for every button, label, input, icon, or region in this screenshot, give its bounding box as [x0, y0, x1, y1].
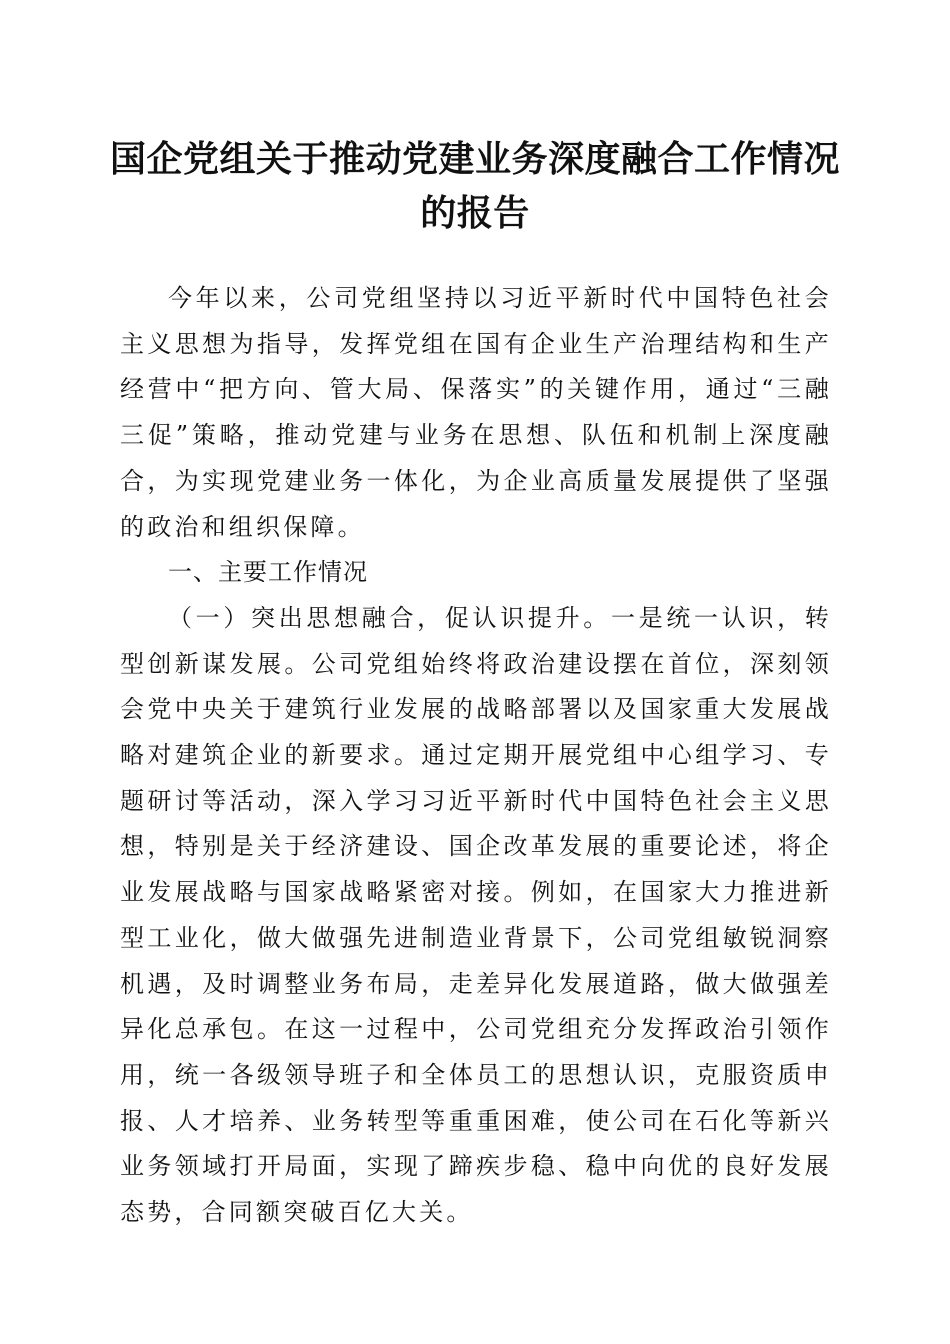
section-heading: 一、主要工作情况: [168, 558, 368, 587]
document-body: [120, 276, 832, 1236]
intro-paragraph: 今年以来，公司党组坚持以习近平新时代中国特色社会主义思想为指导，发挥党组在国有企业生产治理结构和生产经营中“把方向、管大局、保落实”的关键作用，通过“三融三促”策略，推动党建与业务在思想、队伍和机制上深度融合，为实现党建业务一体化，为企业高质量发展提供了坚强的政治和组织保障。: [120, 284, 832, 541]
title-line-1: 国企党组关于推动党建业务深度融合工作情况: [109, 138, 840, 180]
section-paragraph: （一）突出思想融合，促认识提升。一是统一认识，转型创新谋发展。公司党组始终将政治建设摆在首位，深刻领会党中央关于建筑行业发展的战略部署以及国家重大发展战略对建筑企业的新要求。通过定期开展党组中心组学习、专题研讨等活动，深入学习习近平新时代中国特色社会主义思想，特别是关于经济建设、国企改革发展的重要论述，将企业发展战略与国家战略紧密对接。例如，在国家大力推进新型工业化，做大做强先进制造业背景下，公司党组敏锐洞察机遇，及时调整业务布局，走差异化发展道路，做大做强差异化总承包。在这一过程中，公司党组充分发挥政治引领作用，统一各级领导班子和全体员工的思想认识，克服资质申报、人才培养、业务转型等重重困难，使公司在石化等新兴业务领域打开局面，实现了蹄疾步稳、稳中向优的良好发展态势，合同额突破百亿大关。: [120, 603, 832, 1227]
document-title: [100, 132, 850, 240]
title-line-2: 的报告: [420, 192, 530, 234]
